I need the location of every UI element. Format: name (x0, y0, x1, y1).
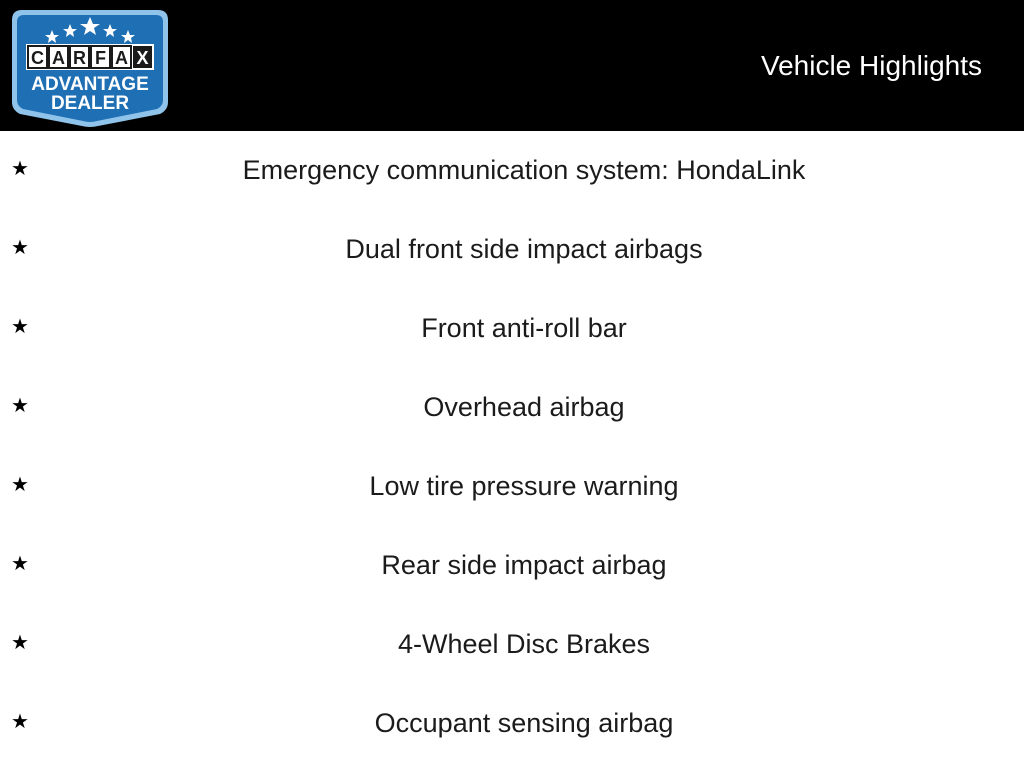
list-item (0, 210, 1024, 289)
page-title: Vehicle Highlights (760, 50, 982, 81)
list-item-label: 4-Wheel Disc Brakes (397, 629, 651, 659)
list-item-label: Front anti-roll bar (421, 313, 627, 343)
list-item (0, 368, 1024, 447)
svg-text:X: X (136, 48, 149, 68)
list-item-label: Occupant sensing airbag (374, 708, 674, 738)
list-item (0, 131, 1024, 210)
svg-text:R: R (73, 48, 86, 68)
star-icon: ★ (11, 474, 29, 496)
svg-text:C: C (31, 48, 44, 68)
star-icon: ★ (11, 553, 29, 575)
list-item (0, 684, 1024, 763)
badge-line2: DEALER (50, 93, 130, 114)
highlights-list (0, 131, 1024, 768)
star-icon: ★ (11, 395, 29, 417)
list-item-label: Emergency communication system: HondaLink (242, 155, 806, 185)
list-item (0, 447, 1024, 526)
list-item-label: Low tire pressure warning (369, 471, 679, 501)
list-item (0, 605, 1024, 684)
list-item-label: Dual front side impact airbags (345, 234, 703, 264)
badge-line1: ADVANTAGE (31, 74, 149, 95)
star-icon: ★ (11, 158, 29, 180)
star-icon: ★ (11, 632, 29, 654)
list-item-label: Overhead airbag (423, 392, 625, 422)
list-item (0, 526, 1024, 605)
svg-text:F: F (95, 48, 106, 68)
header-bar (0, 0, 1024, 131)
carfax-advantage-dealer-logo (8, 6, 172, 128)
svg-text:A: A (115, 48, 128, 68)
star-icon: ★ (11, 237, 29, 259)
star-icon: ★ (11, 316, 29, 338)
list-item (0, 289, 1024, 368)
star-icon: ★ (11, 711, 29, 733)
list-item-label: Rear side impact airbag (381, 550, 667, 580)
svg-text:A: A (52, 48, 65, 68)
